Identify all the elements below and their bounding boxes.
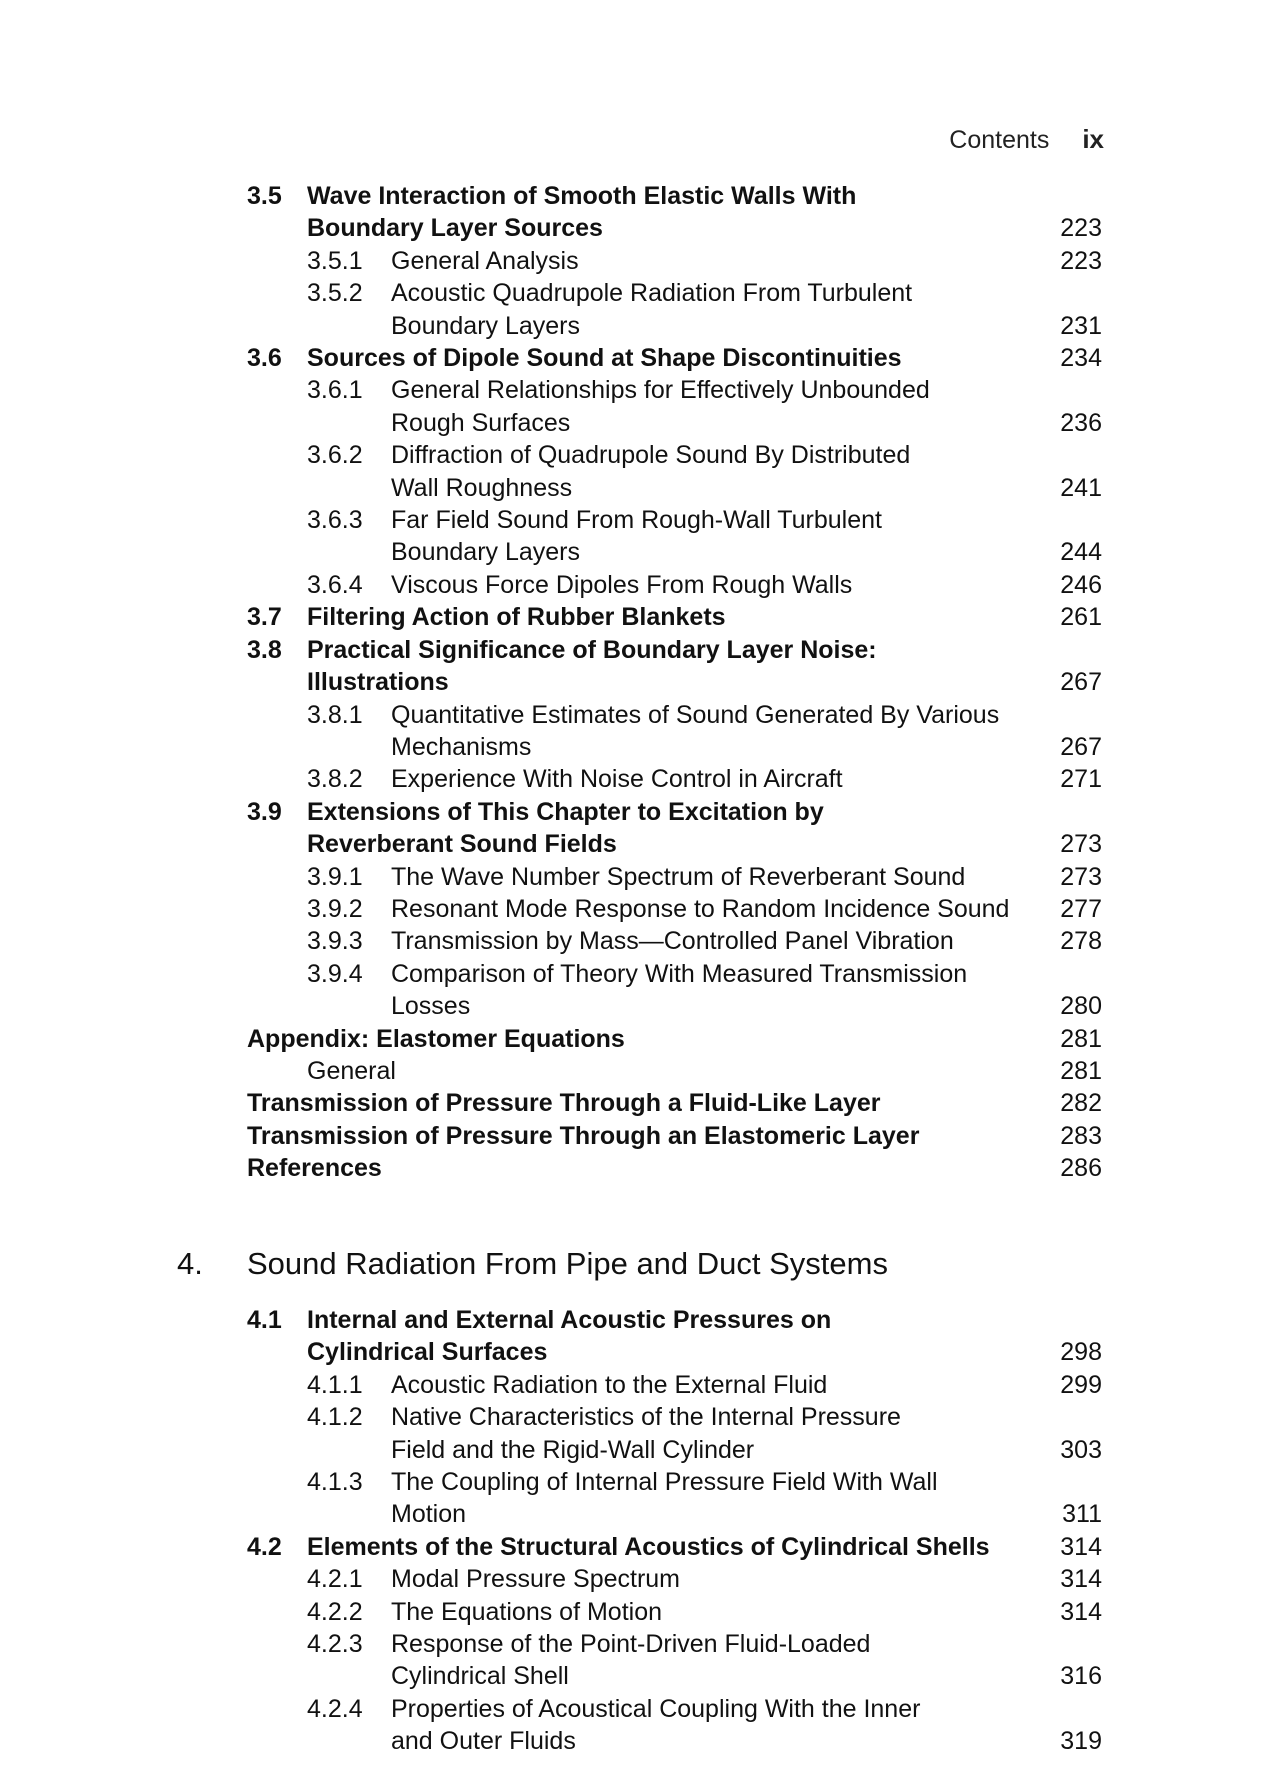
toc-entry-page: 267 <box>1060 668 1102 697</box>
toc-entry-3-8[interactable] <box>0 634 1280 699</box>
toc-entry-page: 261 <box>1060 603 1102 632</box>
toc-entry-number: 3.8 <box>247 635 282 664</box>
toc-entry-page: 241 <box>1060 473 1102 502</box>
toc-entry-title: Extensions of This Chapter to Excitation by Reverberant Sound Fields <box>307 797 824 859</box>
toc-entry-number: 3.9.4 <box>307 959 363 988</box>
toc-entry-4-1-3[interactable] <box>0 1466 1280 1531</box>
toc-entry-number: 3.5.2 <box>307 279 363 308</box>
toc-entry-4-2[interactable] <box>0 1531 1280 1563</box>
toc-entry-4-2-2[interactable] <box>0 1596 1280 1628</box>
toc-entry-3-5-2[interactable] <box>0 277 1280 342</box>
toc-entry-title: Practical Significance of Boundary Layer Noise: Illustrations <box>307 635 877 697</box>
toc-entry-page: 281 <box>1060 1056 1102 1085</box>
toc-entry-title: Resonant Mode Response to Random Incidence Sound <box>391 894 1010 923</box>
toc-entry-number: 3.8.1 <box>307 700 363 729</box>
toc-entry-title: Transmission by Mass—Controlled Panel Vibration <box>391 927 954 956</box>
toc-entry-title: Response of the Point-Driven Fluid-Loaded Cylindrical Shell <box>391 1630 871 1691</box>
toc-entry-title: Properties of Acoustical Coupling With the Inner and Outer Fluids <box>391 1694 921 1756</box>
toc-entry-page: 283 <box>1060 1121 1102 1150</box>
toc-entry-title: Filtering Action of Rubber Blankets <box>307 603 726 632</box>
toc-entry-title: Native Characteristics of the Internal Pressure Field and the Rigid-Wall Cylinder <box>391 1403 901 1464</box>
toc-entry-number: 3.6 <box>247 344 282 373</box>
toc-entry-page: 286 <box>1060 1154 1102 1183</box>
toc-entry-page: 273 <box>1060 862 1102 891</box>
toc-entry-fluid-like-layer[interactable] <box>0 1087 1280 1119</box>
toc-entry-page: 267 <box>1060 732 1102 761</box>
toc-entry-page: 281 <box>1060 1024 1102 1053</box>
toc-entry-number: 3.9.1 <box>307 862 363 891</box>
toc-entry-title: Transmission of Pressure Through a Fluid-Like Layer <box>247 1089 881 1118</box>
toc-entry-number: 3.9 <box>247 797 282 826</box>
toc-entry-page: 314 <box>1060 1532 1102 1561</box>
toc-entry-number: 4.2.4 <box>307 1694 363 1723</box>
toc-entry-page: 271 <box>1060 765 1102 794</box>
toc-entry-title: The Equations of Motion <box>391 1597 662 1626</box>
toc-section-3 <box>0 180 1280 1185</box>
toc-entry-4-1[interactable] <box>0 1304 1280 1369</box>
toc-entry-3-6-4[interactable] <box>0 569 1280 601</box>
toc-entry-title: Quantitative Estimates of Sound Generated By Various Mechanisms <box>391 700 1000 761</box>
toc-entry-3-9-4[interactable] <box>0 958 1280 1023</box>
toc-entry-title: Sources of Dipole Sound at Shape Discontinuities <box>307 344 902 373</box>
toc-entry-page: 278 <box>1060 927 1102 956</box>
toc-entry-3-6-1[interactable] <box>0 374 1280 439</box>
toc-entry-number: 4.2.2 <box>307 1597 363 1626</box>
toc-entry-page: 277 <box>1060 894 1102 923</box>
toc-entry-title: Comparison of Theory With Measured Transmission Losses <box>391 959 968 1021</box>
toc-entry-title: Transmission of Pressure Through an Elastomeric Layer <box>247 1121 920 1150</box>
toc-entry-number: 4.1.2 <box>307 1403 363 1432</box>
toc-entry-page: 316 <box>1060 1662 1102 1691</box>
toc-entry-title: Internal and External Acoustic Pressures on Cylindrical Surfaces <box>307 1306 832 1367</box>
toc-entry-number: 3.5.1 <box>307 246 363 275</box>
toc-entry-title: General Analysis <box>391 246 579 275</box>
page-number: ix <box>1082 124 1104 154</box>
chapter-title: Sound Radiation From Pipe and Duct Systems <box>247 1246 888 1281</box>
toc-entry-page: 231 <box>1060 311 1102 340</box>
toc-entry-title: Experience With Noise Control in Aircraft <box>391 765 843 794</box>
toc-entry-3-6-2[interactable] <box>0 439 1280 504</box>
toc-entry-number: 3.9.3 <box>307 927 363 956</box>
toc-entry-title: General Relationships for Effectively Unbounded Rough Surfaces <box>391 376 930 437</box>
toc-entry-page: 223 <box>1060 246 1102 275</box>
toc-entry-3-6[interactable] <box>0 342 1280 374</box>
toc-entry-3-7[interactable] <box>0 601 1280 633</box>
toc-entry-4-2-1[interactable] <box>0 1563 1280 1595</box>
toc-entry-3-5-1[interactable] <box>0 245 1280 277</box>
toc-entry-3-8-1[interactable] <box>0 699 1280 764</box>
toc-entry-title: The Wave Number Spectrum of Reverberant Sound <box>391 862 966 891</box>
toc-entry-number: 3.7 <box>247 603 282 632</box>
toc-entry-number: 4.2.1 <box>307 1565 363 1594</box>
toc-entry-page: 303 <box>1060 1435 1102 1464</box>
toc-entry-page: 314 <box>1060 1565 1102 1594</box>
toc-entry-3-5[interactable] <box>0 180 1280 245</box>
chapter-number: 4. <box>177 1246 203 1281</box>
toc-entry-title: References <box>247 1154 382 1183</box>
toc-entry-page: 280 <box>1060 992 1102 1021</box>
toc-entry-number: 3.5 <box>247 182 282 210</box>
toc-entry-3-9[interactable] <box>0 796 1280 861</box>
toc-entry-number: 3.6.2 <box>307 441 363 470</box>
toc-entry-page: 282 <box>1060 1089 1102 1118</box>
toc-entry-page: 299 <box>1060 1370 1102 1399</box>
toc-entry-title: Viscous Force Dipoles From Rough Walls <box>391 570 853 599</box>
toc-entry-number: 4.1.1 <box>307 1370 363 1399</box>
toc-entry-4-2-3[interactable] <box>0 1628 1280 1693</box>
toc-entry-title: The Coupling of Internal Pressure Field With Wall Motion <box>391 1468 938 1529</box>
toc-entry-title: General <box>307 1056 396 1085</box>
toc-entry-4-2-4[interactable] <box>0 1693 1280 1758</box>
toc-entry-title: Appendix: Elastomer Equations <box>247 1024 625 1053</box>
toc-entry-title: Diffraction of Quadrupole Sound By Distributed Wall Roughness <box>391 441 911 502</box>
toc-entry-title: Elements of the Structural Acoustics of Cylindrical Shells <box>307 1532 990 1561</box>
toc-entry-page: 234 <box>1060 344 1102 373</box>
toc-entry-3-8-2[interactable] <box>0 763 1280 795</box>
toc-entry-number: 4.2.3 <box>307 1630 363 1659</box>
toc-entry-references[interactable] <box>0 1152 1280 1184</box>
toc-entry-elastomeric-layer[interactable] <box>0 1120 1280 1152</box>
toc-entry-page: 246 <box>1060 570 1102 599</box>
toc-entry-page: 298 <box>1060 1338 1102 1367</box>
toc-entry-page: 314 <box>1060 1597 1102 1626</box>
toc-section-4 <box>0 1304 1280 1758</box>
toc-entry-page: 223 <box>1060 214 1102 243</box>
toc-entry-title: Acoustic Quadrupole Radiation From Turbulent Boundary Layers <box>391 279 913 340</box>
toc-entry-number: 4.2 <box>247 1532 282 1561</box>
toc-entry-title: Acoustic Radiation to the External Fluid <box>391 1370 828 1399</box>
toc-entry-3-9-3[interactable] <box>0 925 1280 957</box>
toc-entry-page: 273 <box>1060 830 1102 859</box>
toc-entry-4-1-1[interactable] <box>0 1369 1280 1401</box>
toc-entry-number: 3.8.2 <box>307 765 363 794</box>
toc-entry-number: 3.6.4 <box>307 570 363 599</box>
toc-entry-title: Modal Pressure Spectrum <box>391 1565 681 1594</box>
toc-entry-appendix-general[interactable] <box>0 1055 1280 1087</box>
running-head <box>949 124 1104 155</box>
toc-entry-number: 4.1.3 <box>307 1468 363 1497</box>
toc-entry-number: 3.6.1 <box>307 376 363 405</box>
toc-entry-title: Wave Interaction of Smooth Elastic Walls With Boundary Layer Sources <box>307 182 857 243</box>
toc-entry-3-6-3[interactable] <box>0 504 1280 569</box>
toc-entry-4-1-2[interactable] <box>0 1401 1280 1466</box>
toc-entry-appendix[interactable] <box>0 1023 1280 1055</box>
toc-entry-page: 311 <box>1062 1500 1102 1529</box>
toc-entry-page: 236 <box>1060 408 1102 437</box>
toc-entry-number: 4.1 <box>247 1306 282 1334</box>
toc-entry-page: 319 <box>1060 1727 1102 1756</box>
toc-entry-number: 3.6.3 <box>307 506 363 535</box>
running-head-label: Contents <box>949 126 1050 154</box>
toc-entry-3-9-1[interactable] <box>0 861 1280 893</box>
toc-entry-3-9-2[interactable] <box>0 893 1280 925</box>
toc-entry-title: Far Field Sound From Rough-Wall Turbulent Boundary Layers <box>391 506 882 567</box>
toc-entry-page: 244 <box>1060 538 1102 567</box>
toc-entry-number: 3.9.2 <box>307 894 363 923</box>
chapter-heading[interactable] <box>0 1246 1280 1282</box>
